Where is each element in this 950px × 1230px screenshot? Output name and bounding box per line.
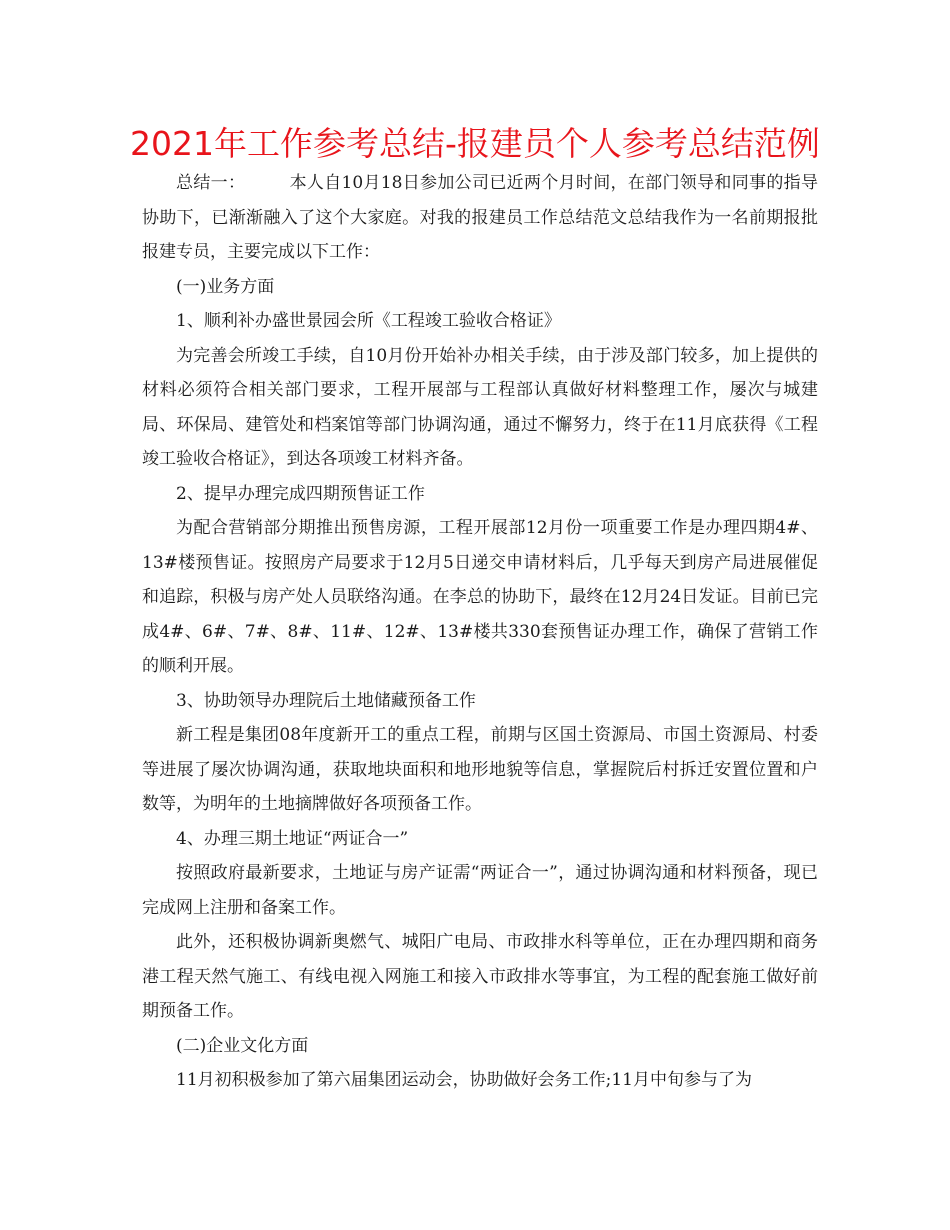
item-body-1: 为完善会所竣工手续，自10月份开始补办相关手续，由于涉及部门较多，加上提供的材料必须符合相关部门要求，工程开展部与工程部认真做好材料整理工作，屡次与城建局、环保局、建管处和档案馆等部门协调沟通，通过不懈努力，终于在11月底获得《工程竣工验收合格证》，到达各项竣工材料齐备。 (142, 345, 818, 469)
item-body-4: 按照政府最新要求，土地证与房产证需“两证合一”，通过协调沟通和材料预备，现已完成网上注册和备案工作。 (142, 863, 818, 918)
section-heading-business: (一)业务方面 (176, 276, 275, 297)
intro-text: 本人自10月18日参加公司已近两个月时间，在部门领导和同事的指导协助下，已渐渐融入了这个大家庭。对我的报建员工作总结范文总结我作为一名前期报批报建专员，主要完成以下工作： (142, 173, 818, 262)
item-heading-1: 1、顺利补办盛世景园会所《工程竣工验收合格证》 (176, 311, 561, 331)
intro-paragraph (142, 166, 818, 270)
item-heading-3: 3、协助领导办理院后土地储藏预备工作 (176, 690, 476, 711)
section-heading-culture: (二)企业文化方面 (176, 1035, 309, 1056)
item-body-3: 新工程是集团08年度新开工的重点工程，前期与区国土资源局、市国土资源局、村委等进展了屡次协调沟通，获取地块面积和地形地貌等信息，掌握院后村拆迁安置位置和户数等，为明年的土地摘牌做好各项预备工作。 (142, 725, 818, 814)
intro-label: 总结一： (176, 173, 246, 193)
document-body (142, 166, 818, 1098)
item-heading-4: 4、办理三期土地证“两证合一” (176, 828, 409, 849)
document-title: 2021年工作参考总结-报建员个人参考总结范例 (130, 124, 820, 163)
item-body-2: 为配合营销部分期推出预售房源，工程开展部12月份一项重要工作是办理四期4#、13#楼预售证。按照房产局要求于12月5日递交申请材料后，几乎每天到房产局进展催促和追踪，积极与房产处人员联络沟通。在李总的协助下，最终在12月24日发证。目前已完成4#、6#、7#、8#、11#、12#、13#楼共330套预售证办理工作，确保了营销工作的顺利开展。 (142, 518, 818, 676)
additional-paragraph: 此外，还积极协调新奥燃气、城阳广电局、市政排水科等单位，正在办理四期和商务港工程天然气施工、有线电视入网施工和接入市政排水等事宜，为工程的配套施工做好前期预备工作。 (142, 932, 818, 1021)
culture-body: 11月初积极参加了第六届集团运动会，协助做好会务工作;11月中旬参与了为 (176, 1070, 752, 1090)
item-heading-2: 2、提早办理完成四期预售证工作 (176, 483, 425, 504)
